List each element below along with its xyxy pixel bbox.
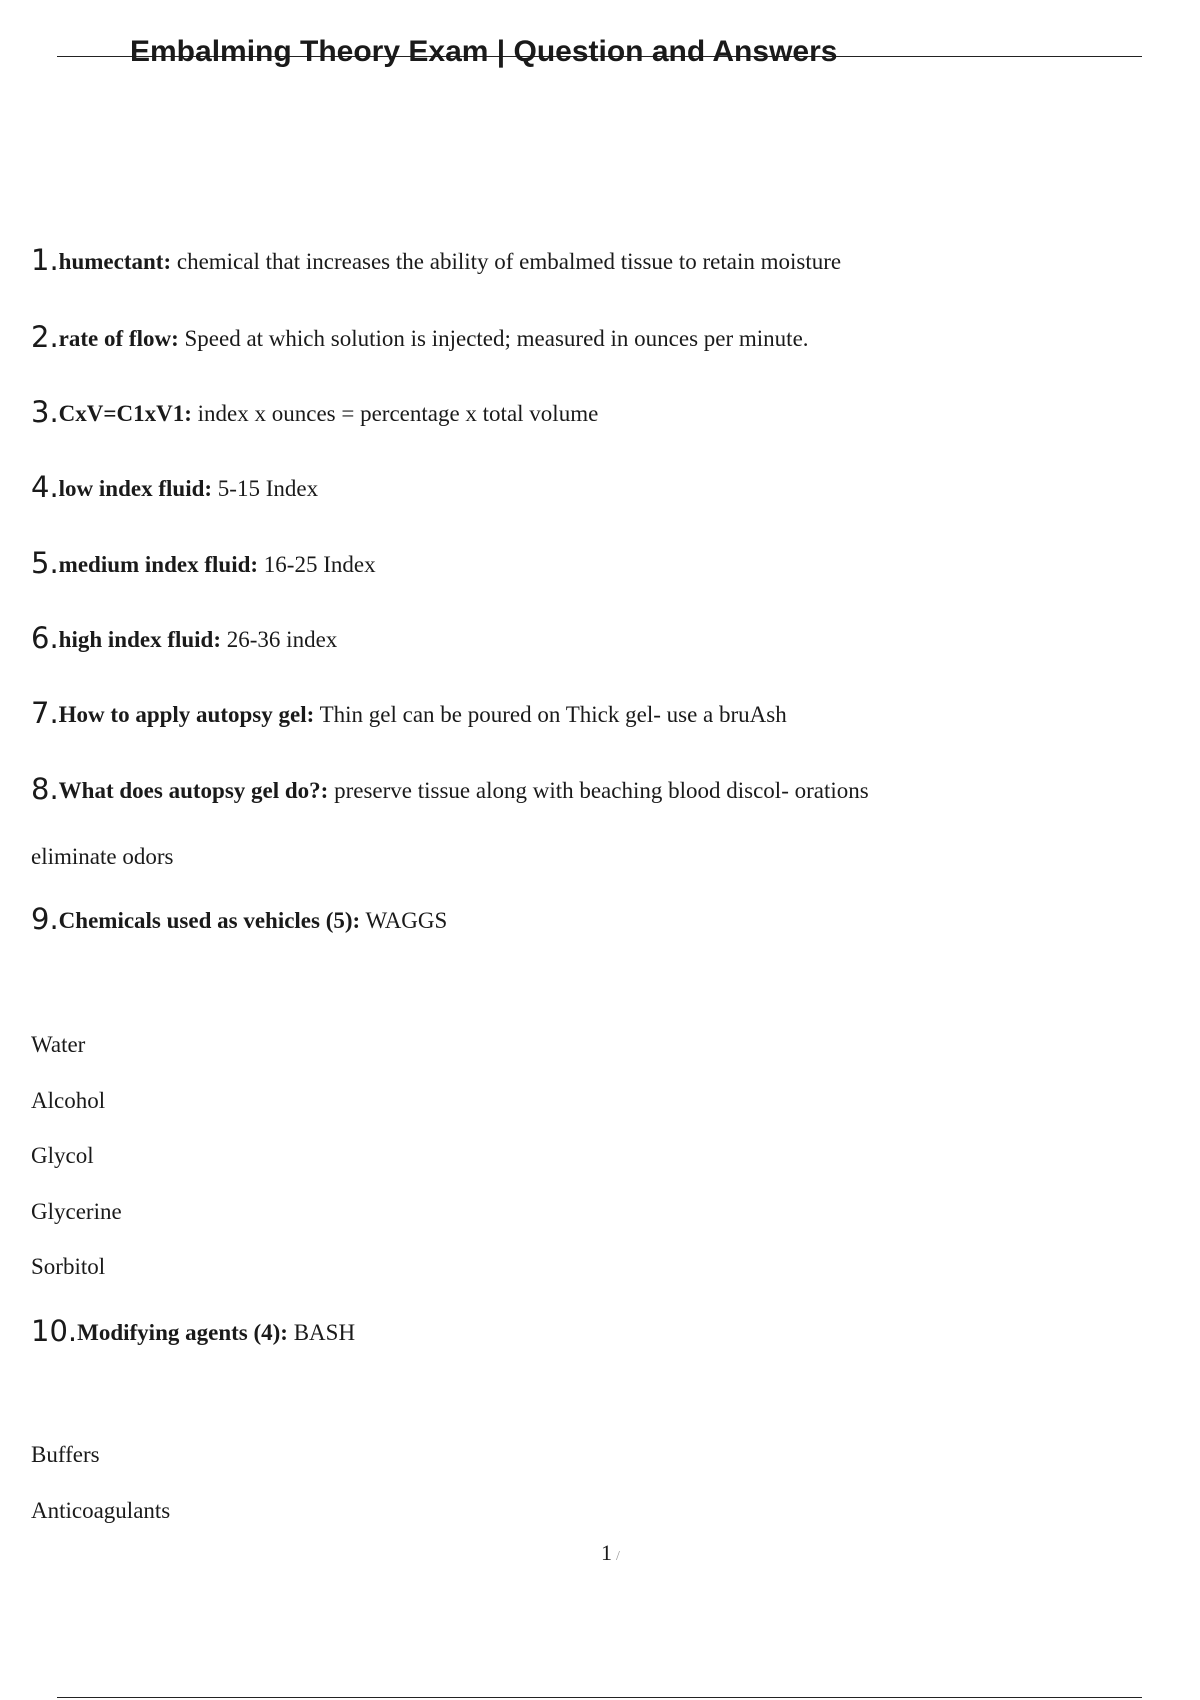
item-number: 2. — [31, 320, 59, 354]
item-term: medium index fluid: — [58, 552, 259, 577]
qa-item — [31, 904, 447, 936]
item-term: CxV=C1xV1: — [58, 401, 192, 426]
list-item: Anticoagulants — [31, 1498, 171, 1523]
page-separator: / — [616, 1549, 620, 1564]
item-definition: Speed at which solution is injected; measured in ounces per minute. — [178, 326, 809, 351]
item-term: high index fluid: — [58, 627, 222, 652]
qa-item — [31, 472, 318, 504]
document-title: Embalming Theory Exam | Question and Answers — [130, 35, 838, 68]
item-number: 7. — [31, 696, 59, 730]
item-definition: chemical that increases the ability of embalmed tissue to retain moisture — [171, 249, 842, 274]
item-term: humectant: — [58, 249, 172, 274]
item-number: 4. — [31, 470, 59, 504]
page-number — [601, 1540, 620, 1566]
qa-item — [31, 623, 337, 655]
list-item: Buffers — [31, 1442, 100, 1467]
list-item: Glycol — [31, 1143, 94, 1168]
item-number: 1. — [31, 243, 59, 277]
list-item: Alcohol — [31, 1088, 106, 1113]
qa-item — [31, 322, 809, 354]
item-term: What does autopsy gel do?: — [58, 778, 329, 803]
item-number: 8. — [31, 772, 59, 806]
qa-item — [31, 397, 598, 429]
item-definition: 5-15 Index — [212, 476, 319, 501]
item-number: 3. — [31, 395, 59, 429]
item-definition: 26-36 index — [221, 627, 338, 652]
list-item: Water — [31, 1032, 86, 1057]
item-term: low index fluid: — [58, 476, 213, 501]
item-definition: WAGGS — [360, 908, 448, 933]
list-item: Glycerine — [31, 1199, 122, 1224]
page-number-value: 1 — [601, 1540, 612, 1565]
item-continuation: eliminate odors — [31, 844, 174, 869]
item-term: Chemicals used as vehicles (5): — [58, 908, 361, 933]
item-definition: preserve tissue along with beaching blood discol- orations — [328, 778, 869, 803]
qa-item — [31, 774, 869, 806]
qa-item — [31, 1316, 355, 1348]
item-definition: 16-25 Index — [258, 552, 376, 577]
item-term: Modifying agents (4): — [77, 1320, 288, 1345]
item-number: 9. — [31, 902, 59, 936]
item-definition: index x ounces = percentage x total volume — [191, 401, 599, 426]
item-number: 5. — [31, 546, 59, 580]
qa-item — [31, 548, 376, 580]
item-definition: BASH — [287, 1320, 356, 1345]
item-number: 6. — [31, 621, 59, 655]
qa-item — [31, 698, 787, 730]
list-item: Sorbitol — [31, 1254, 106, 1279]
item-term: rate of flow: — [58, 326, 179, 351]
qa-item — [31, 245, 841, 277]
item-term: How to apply autopsy gel: — [58, 702, 315, 727]
item-definition: Thin gel can be poured on Thick gel- use a bruAsh — [314, 702, 787, 727]
footer-rule — [57, 1697, 1142, 1698]
item-number: 10. — [31, 1314, 78, 1348]
